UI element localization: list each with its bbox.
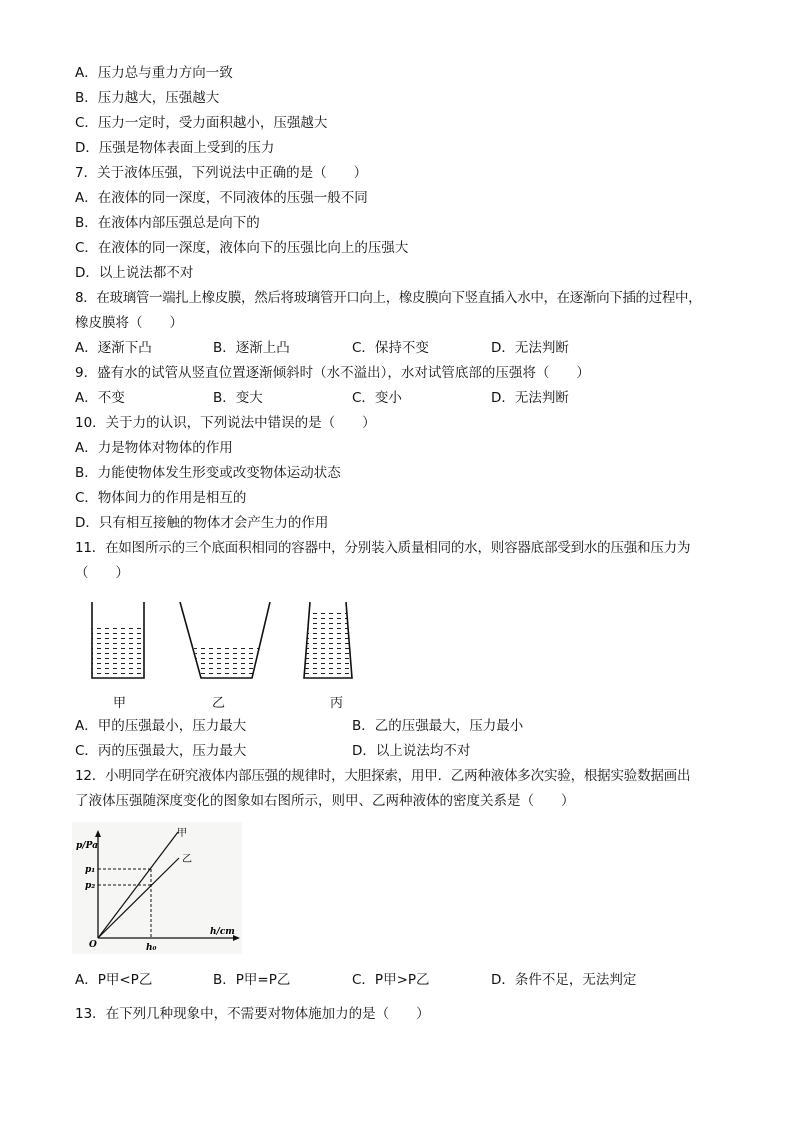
- q7-option-b: B．在液体内部压强总是向下的: [75, 215, 260, 231]
- container-jia: [92, 602, 144, 678]
- q9-stem: 9．盛有水的试管从竖直位置逐渐倾斜时（水不溢出），水对试管底部的压强将（ ）: [75, 365, 590, 381]
- q13-stem: 13．在下列几种现象中，不需要对物体施加力的是（ ）: [75, 1006, 430, 1022]
- q12-stem-line2: 了液体压强随深度变化的图象如右图所示，则甲、乙两种液体的密度关系是（ ）: [75, 793, 575, 809]
- q8-option-a: A．逐渐下凸: [75, 340, 152, 356]
- q8-option-c: C．保持不变: [352, 340, 429, 356]
- container-label-jia: 甲: [113, 696, 127, 711]
- q9-option-c: C．变小: [352, 390, 402, 406]
- line-jia-label: 甲: [177, 828, 187, 839]
- q11-stem-line2: （ ）: [75, 565, 129, 581]
- q8-options: [75, 339, 725, 357]
- container-label-yi: 乙: [212, 696, 226, 711]
- container-label-bing: 丙: [330, 696, 344, 711]
- q7-stem: 7．关于液体压强，下列说法中正确的是（ ）: [75, 165, 368, 181]
- q7-option-a: A．在液体的同一深度，不同液体的压强一般不同: [75, 190, 368, 206]
- q6-option-d: D．压强是物体表面上受到的压力: [75, 140, 275, 156]
- q6-option-c: C．压力一定时，受力面积越小，压强越大: [75, 115, 328, 131]
- q10-option-d: D．只有相互接触的物体才会产生力的作用: [75, 515, 329, 531]
- q9-options: [75, 389, 725, 407]
- q8-option-d: D．无法判断: [491, 340, 569, 356]
- q12-options: [75, 971, 725, 989]
- h0-label: h₀: [146, 943, 157, 953]
- q8-option-b: B．逐渐上凸: [213, 340, 290, 356]
- origin-label: O: [89, 940, 97, 950]
- q11-option-a: A．甲的压强最小，压力最大: [75, 718, 247, 734]
- q9-option-d: D．无法判断: [491, 390, 569, 406]
- q11-stem-line1: 11．在如图所示的三个底面积相同的容器中，分别装入质量相同的水，则容器底部受到水的压强和压力为: [75, 540, 691, 556]
- container-bing: [304, 602, 352, 678]
- q8-stem-line1: 8．在玻璃管一端扎上橡皮膜，然后将玻璃管开口向上，橡皮膜向下竖直插入水中，在逐渐向下插的过程中，: [75, 290, 702, 306]
- q11-options-row2: [75, 742, 725, 760]
- line-yi-label: 乙: [182, 854, 192, 865]
- q10-stem: 10．关于力的认识，下列说法中错误的是（ ）: [75, 415, 376, 431]
- pressure-depth-graph: [72, 822, 242, 954]
- q8-stem-line2: 橡皮膜将（ ）: [75, 315, 183, 331]
- q9-option-a: A．不变: [75, 390, 125, 406]
- q6-option-b: B．压力越大，压强越大: [75, 90, 220, 106]
- y-axis-label: p/Pa: [76, 841, 98, 851]
- q11-options-row1: [75, 717, 725, 735]
- q6-option-a: A．压力总与重力方向一致: [75, 65, 233, 81]
- q10-option-a: A．力是物体对物体的作用: [75, 440, 233, 456]
- q12-option-d: D．条件不足，无法判定: [491, 972, 637, 988]
- x-axis-label: h/cm: [210, 927, 235, 937]
- container-yi: [180, 602, 270, 678]
- q11-option-c: C．丙的压强最大，压力最大: [75, 743, 247, 759]
- q7-option-c: C．在液体的同一深度，液体向下的压强比向上的压强大: [75, 240, 409, 256]
- q12-option-c: C．P甲>P乙: [352, 972, 430, 988]
- q12-option-a: A．P甲<P乙: [75, 972, 153, 988]
- p1-label: p₁: [85, 865, 96, 875]
- q10-option-b: B．力能使物体发生形变或改变物体运动状态: [75, 465, 341, 481]
- q11-option-b: B．乙的压强最大，压力最小: [352, 718, 524, 734]
- q12-option-b: B．P甲=P乙: [213, 972, 291, 988]
- q7-option-d: D．以上说法都不对: [75, 265, 194, 281]
- q9-option-b: B．变大: [213, 390, 263, 406]
- q10-option-c: C．物体间力的作用是相互的: [75, 490, 247, 506]
- containers-figure: [80, 596, 380, 692]
- p2-label: p₂: [85, 881, 96, 891]
- q12-stem-line1: 12．小明同学在研究液体内部压强的规律时，大胆探索，用甲．乙两种液体多次实验，根据实验数据画出: [75, 768, 691, 784]
- q11-option-d: D．以上说法均不对: [352, 743, 471, 759]
